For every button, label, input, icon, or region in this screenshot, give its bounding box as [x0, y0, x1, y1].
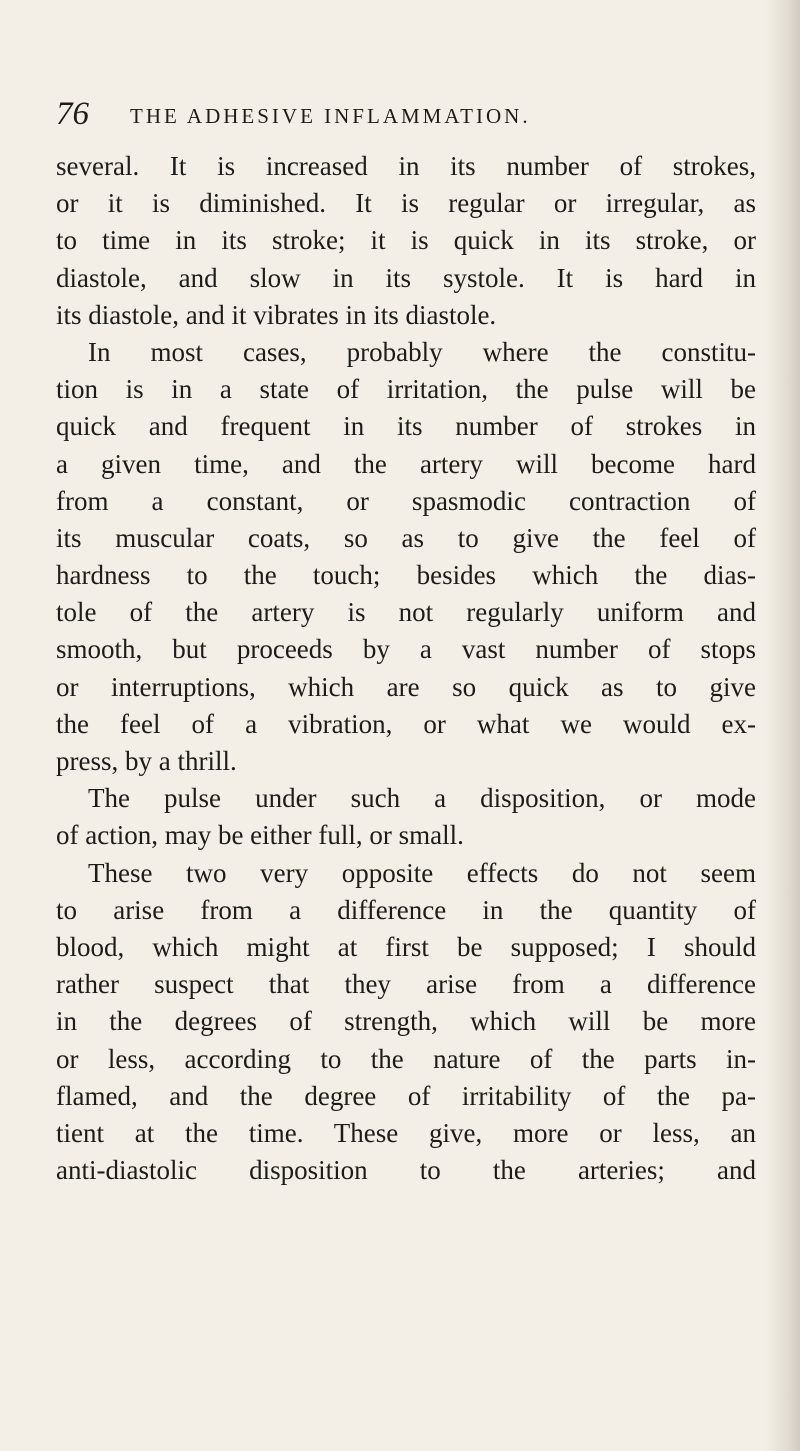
text-line: tole of the artery is not regularly uniform and	[56, 597, 756, 628]
text-line: of action, may be either full, or small.	[56, 820, 464, 851]
text-line: anti-diastolic disposition to the arteries; and	[56, 1155, 756, 1186]
text-line: to arise from a difference in the quantity of	[56, 894, 756, 925]
text-line: hardness to the touch; besides which the dias-	[56, 560, 756, 591]
text-line: its diastole, and it vibrates in its diastole.	[56, 299, 497, 330]
text-line: rather suspect that they arise from a difference	[56, 969, 756, 1000]
text-line: diastole, and slow in its systole. It is hard in	[56, 262, 756, 293]
text-line: or interruptions, which are so quick as to give	[56, 671, 756, 702]
text-line: from a constant, or spasmodic contraction of	[56, 485, 756, 516]
text-line: several. It is increased in its number of strokes,	[56, 151, 756, 181]
text-line: In most cases, probably where the constitu-	[88, 336, 756, 367]
text-line: a given time, and the artery will become hard	[56, 448, 756, 479]
text-line: blood, which might at first be supposed; I should	[56, 931, 756, 962]
page-number: 76	[56, 96, 89, 132]
text-line: These two very opposite effects do not seem	[88, 857, 756, 888]
text-line: or less, according to the nature of the parts in-	[56, 1043, 756, 1074]
page-header	[56, 94, 756, 134]
text-line: or it is diminished. It is regular or irregular, as	[56, 188, 756, 219]
body-text	[56, 148, 756, 1189]
text-line: tion is in a state of irritation, the pulse will be	[56, 374, 756, 405]
page-edge-shadow	[766, 0, 800, 1451]
text-line: tient at the time. These give, more or less, an	[56, 1117, 756, 1148]
text-line: in the degrees of strength, which will be more	[56, 1006, 756, 1037]
text-line: smooth, but proceeds by a vast number of stops	[56, 634, 756, 665]
text-line: quick and frequent in its number of strokes in	[56, 411, 756, 442]
text-line: to time in its stroke; it is quick in its stroke, or	[56, 225, 756, 256]
text-line: its muscular coats, so as to give the feel of	[56, 522, 756, 553]
text-line: The pulse under such a disposition, or mode	[88, 783, 756, 814]
text-line: flamed, and the degree of irritability of the pa-	[56, 1080, 756, 1111]
running-head: THE ADHESIVE INFLAMMATION.	[130, 104, 531, 128]
text-line: the feel of a vibration, or what we would ex-	[56, 708, 756, 739]
text-line: press, by a thrill.	[56, 746, 237, 776]
